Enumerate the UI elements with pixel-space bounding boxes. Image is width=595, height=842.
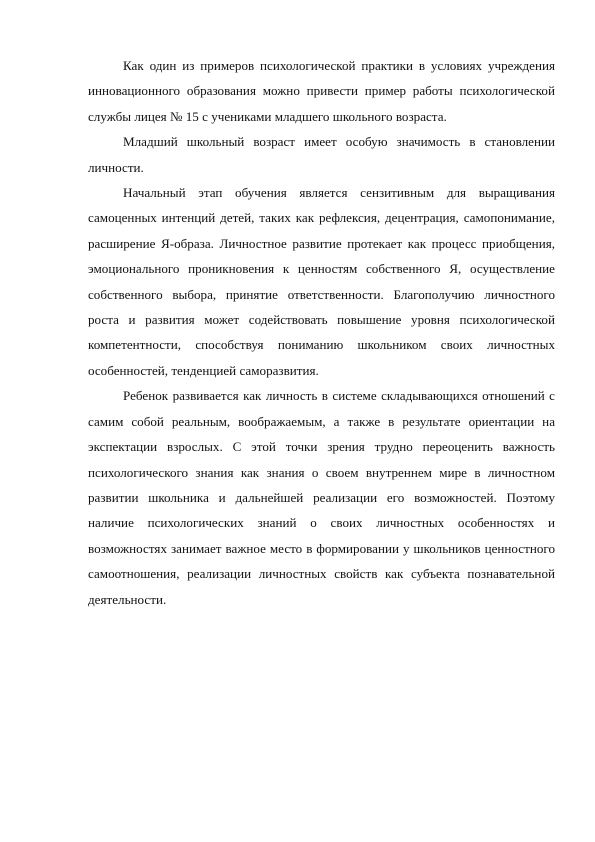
paragraph-child-development: Ребенок развивается как личность в системе складывающихся отношений с самим собой реальным, воображаемым, а также в результате ориентации на экспектации взрослых. С этой точки зрения трудно переоценить важность психологического знания как знания о своем внутреннем мире в личностном развитии школьника и дальнейшей реализации его возможностей. Поэтому наличие психологических знаний о своих личностных особенностях и возможностях занимает важное место в формировании у школьников ценностного самоотношения, реализации личностных свойств как субъекта познавательной деятельности. bbox=[88, 388, 555, 607]
paragraph-intro: Как один из примеров психологической практики в условиях учреждения инновационного образования можно привести пример работы психологической службы лицея № 15 с учениками младшего школьного возраста. bbox=[88, 58, 555, 124]
paragraph-age-significance: Младший школьный возраст имеет особую значимость в становлении личности. bbox=[88, 134, 555, 175]
paragraph-initial-stage: Начальный этап обучения является сензитивным для выращивания самоценных интенций детей, таких как рефлексия, децентрация, самопонимание, расширение Я-образа. Личностное развитие протекает как процесс приобщения, эмоционального проникновения к ценностям собственного Я, осуществление собственного выбора, принятие ответственности. Благополучию личностного роста и развития может содействовать повышение уровня психологической компетентности, способствуя пониманию школьником своих личностных особенностей, тенденцией саморазвития. bbox=[88, 185, 555, 378]
document-body bbox=[88, 53, 555, 612]
